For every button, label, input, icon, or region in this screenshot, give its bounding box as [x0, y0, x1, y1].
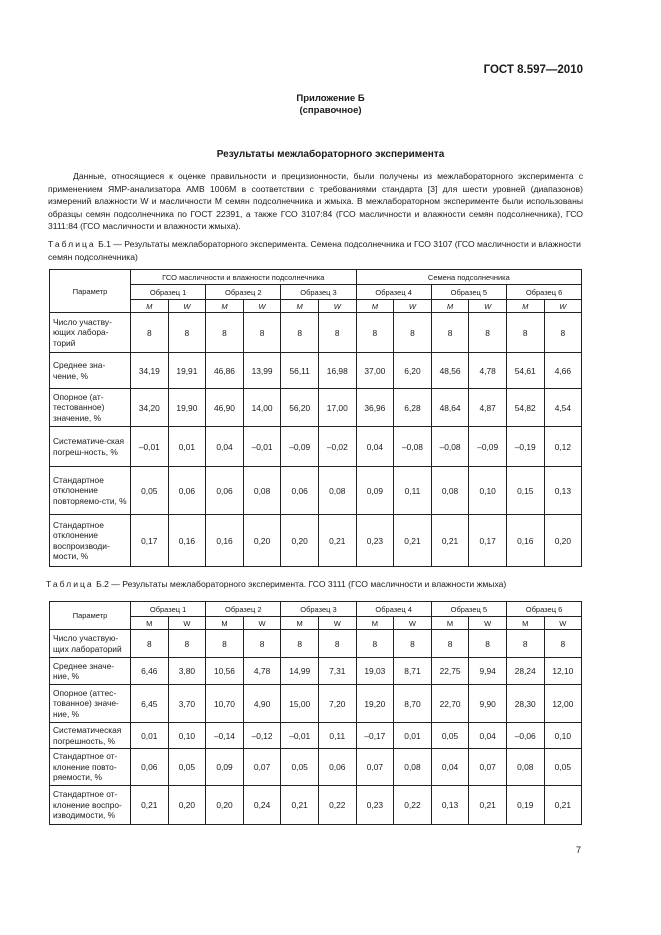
table1-sample-header: Образец 6	[506, 285, 581, 300]
table2-cell: 0,22	[318, 786, 356, 825]
table2-mw-header: M	[506, 617, 544, 630]
table2-sample-row	[50, 602, 582, 617]
table1-cell: 0,10	[469, 467, 507, 515]
table2-cell: 22,75	[431, 658, 469, 685]
table1-cell: 0,13	[544, 467, 582, 515]
table1-cell: 4,66	[544, 353, 582, 389]
table1-cell: 14,00	[243, 389, 281, 427]
table1-cell: 0,06	[206, 467, 244, 515]
table2-cell: 28,24	[506, 658, 544, 685]
table1-param-name: Стандартное отклонение повторяемо-сти, %	[50, 467, 131, 515]
table1-cell: 0,20	[243, 515, 281, 567]
table2-cell: 0,08	[506, 749, 544, 786]
table1-mw-header: W	[243, 300, 281, 313]
table1-row	[50, 515, 582, 567]
table2-caption-text: Б.2 — Результаты межлабораторного эксперимента. ГСО 3111 (ГСО масличности и влажности жмыха)	[93, 579, 507, 589]
table2-cell: 19,03	[356, 658, 394, 685]
table1-cell: 16,98	[318, 353, 356, 389]
table2-cell: 4,90	[243, 685, 281, 723]
table2-cell: 8,70	[394, 685, 432, 723]
table1-cell: 8	[469, 313, 507, 353]
table2-cell: –0,14	[206, 723, 244, 749]
table1-cell: 13,99	[243, 353, 281, 389]
table2-cell: –0,17	[356, 723, 394, 749]
table2-cell: 8	[469, 630, 507, 658]
table2-cell: 4,78	[243, 658, 281, 685]
table2-cell: 0,08	[394, 749, 432, 786]
table1-mw-header: W	[318, 300, 356, 313]
table1-cell: 0,20	[544, 515, 582, 567]
table1-cell: 0,05	[131, 467, 169, 515]
table2-cell: 8	[431, 630, 469, 658]
table1-cell: 56,11	[281, 353, 319, 389]
table1-cell: 8	[544, 313, 582, 353]
table1-cell: 17,00	[318, 389, 356, 427]
table1-row	[50, 467, 582, 515]
table2-cell: 0,19	[506, 786, 544, 825]
table1-cell: –0,01	[243, 427, 281, 467]
table1-cell: 0,09	[356, 467, 394, 515]
table1-cell: 46,86	[206, 353, 244, 389]
table1-group-header: ГСО масличности и влажности подсолнечника	[131, 270, 357, 285]
table1-cell: 0,16	[506, 515, 544, 567]
table2-cell: 8	[506, 630, 544, 658]
table2-sample-header: Образец 5	[431, 602, 506, 617]
table1-cell: –0,02	[318, 427, 356, 467]
table1-row	[50, 427, 582, 467]
table1-cell: 4,87	[469, 389, 507, 427]
table2-cell: 0,20	[206, 786, 244, 825]
table2-cell: 3,80	[168, 658, 206, 685]
table2-sample-header: Образец 4	[356, 602, 431, 617]
table2-cell: 0,21	[469, 786, 507, 825]
table2-cell: 15,00	[281, 685, 319, 723]
table2-cell: –0,06	[506, 723, 544, 749]
table2-cell: 8	[131, 630, 169, 658]
table1-cell: 8	[318, 313, 356, 353]
table2-caption	[46, 578, 586, 591]
table2-param-header: Параметр	[50, 602, 131, 630]
table1-cell: 8	[168, 313, 206, 353]
table1-cell: 0,06	[168, 467, 206, 515]
table1-cell: –0,09	[469, 427, 507, 467]
table1-cell: 48,56	[431, 353, 469, 389]
table2-cell: 0,07	[243, 749, 281, 786]
table1-cell: 0,20	[281, 515, 319, 567]
table2-cell: 0,24	[243, 786, 281, 825]
table2-cell: 0,10	[168, 723, 206, 749]
table1-cell: 0,06	[281, 467, 319, 515]
table2-param-name: Опорное (аттес-тованное) значе-ние, %	[50, 685, 131, 723]
table1-cell: 34,19	[131, 353, 169, 389]
table1-cell: 6,28	[394, 389, 432, 427]
table1-sample-header: Образец 3	[281, 285, 356, 300]
table2-mw-header: W	[394, 617, 432, 630]
table2-mw-header: M	[206, 617, 244, 630]
table1-cell: 0,08	[243, 467, 281, 515]
table1-cell: 0,12	[544, 427, 582, 467]
table1-cell: 37,00	[356, 353, 394, 389]
table1-sample-header: Образец 1	[131, 285, 206, 300]
table2-cell: 19,20	[356, 685, 394, 723]
table2-cell: 8	[206, 630, 244, 658]
table1-group-header: Семена подсолнечника	[356, 270, 582, 285]
table2-cell: 0,05	[431, 723, 469, 749]
table2-row	[50, 630, 582, 658]
appendix-subtitle: (справочное)	[299, 105, 362, 116]
table2-cell: 0,07	[356, 749, 394, 786]
table1-cell: 54,61	[506, 353, 544, 389]
table2-cell: 0,21	[544, 786, 582, 825]
table2-cell: 8	[544, 630, 582, 658]
table1-cell: 48,64	[431, 389, 469, 427]
table1-cell: 0,01	[168, 427, 206, 467]
table1	[49, 269, 582, 567]
table1-mw-header: W	[469, 300, 507, 313]
table2-cell: 12,00	[544, 685, 582, 723]
table2-mw-header: M	[431, 617, 469, 630]
table2-cell: 7,31	[318, 658, 356, 685]
table2-cell: 0,21	[281, 786, 319, 825]
table1-cell: 46,90	[206, 389, 244, 427]
table1-cell: –0,09	[281, 427, 319, 467]
table2-cell: 8	[243, 630, 281, 658]
table1-cell: –0,01	[131, 427, 169, 467]
table2-mw-header: W	[243, 617, 281, 630]
table2-cell: –0,12	[243, 723, 281, 749]
table1-cell: 0,08	[318, 467, 356, 515]
table1-param-name: Среднее зна-чение, %	[50, 353, 131, 389]
table1-cell: 8	[394, 313, 432, 353]
table2-mw-header: W	[544, 617, 582, 630]
table1-cell: 8	[356, 313, 394, 353]
table2-cell: 0,04	[431, 749, 469, 786]
table2-param-name: Стандартное от-клонение повто-ряемости, %	[50, 749, 131, 786]
table2-cell: 0,01	[131, 723, 169, 749]
table2-param-name: Систематическая погрешность, %	[50, 723, 131, 749]
table1-cell: 36,96	[356, 389, 394, 427]
table2-cell: 0,20	[168, 786, 206, 825]
table1-cell: 0,04	[206, 427, 244, 467]
table2-cell: 12,10	[544, 658, 582, 685]
table1-cell: 56,20	[281, 389, 319, 427]
table1-caption-text: Б.1 — Результаты межлабораторного эксперимента. Семена подсолнечника и ГСО 3107 (ГСО масличности и влажности семян подсолнечника)	[48, 239, 581, 262]
table2-cell: 8	[281, 630, 319, 658]
section-title: Результаты межлабораторного эксперимента	[216, 149, 445, 160]
table1-cell: 0,15	[506, 467, 544, 515]
table2-mw-header: M	[356, 617, 394, 630]
table2-cell: 8,71	[394, 658, 432, 685]
table1-cell: 8	[281, 313, 319, 353]
table2-sample-header: Образец 2	[206, 602, 281, 617]
table2-sample-header: Образец 3	[281, 602, 356, 617]
table1-cell: 0,11	[394, 467, 432, 515]
table1-mw-header: M	[281, 300, 319, 313]
table2-cell: 0,05	[544, 749, 582, 786]
table2-cell: 6,46	[131, 658, 169, 685]
table2-row	[50, 749, 582, 786]
table1-cell: 0,16	[168, 515, 206, 567]
table1-cell: 19,90	[168, 389, 206, 427]
table2	[49, 601, 582, 825]
table2-row	[50, 723, 582, 749]
table2-cell: 0,22	[394, 786, 432, 825]
table1-caption-label: Таблица	[48, 239, 96, 249]
table1-cell: 4,54	[544, 389, 582, 427]
table1-caption	[48, 238, 588, 263]
table1-row	[50, 353, 582, 389]
table2-cell: 0,06	[131, 749, 169, 786]
table1-cell: 0,21	[431, 515, 469, 567]
table2-sample-header: Образец 1	[131, 602, 206, 617]
table2-param-name: Число участвую-щих лабораторий	[50, 630, 131, 658]
table2-cell: 0,11	[318, 723, 356, 749]
table1-cell: 19,91	[168, 353, 206, 389]
table2-cell: 6,45	[131, 685, 169, 723]
table1-param-name: Стандартное отклонение воспроизводи-мости, %	[50, 515, 131, 567]
table1-row	[50, 389, 582, 427]
table1-cell: –0,19	[506, 427, 544, 467]
table1-cell: 0,04	[356, 427, 394, 467]
table2-cell: 28,30	[506, 685, 544, 723]
table1-mw-header: M	[206, 300, 244, 313]
table1-cell: 0,23	[356, 515, 394, 567]
table1-cell: 54,82	[506, 389, 544, 427]
table2-param-name: Среднее значе-ние, %	[50, 658, 131, 685]
table1-sample-header: Образец 2	[206, 285, 281, 300]
table1-cell: –0,08	[431, 427, 469, 467]
table1-cell: 34,20	[131, 389, 169, 427]
table2-cell: 8	[318, 630, 356, 658]
table1-cell: 8	[243, 313, 281, 353]
table1-cell: 0,21	[318, 515, 356, 567]
table1-cell: 0,08	[431, 467, 469, 515]
table2-caption-label: Таблица	[46, 579, 94, 589]
table1-cell: 8	[131, 313, 169, 353]
table2-cell: 0,01	[394, 723, 432, 749]
table2-row	[50, 786, 582, 825]
table1-row	[50, 313, 582, 353]
table2-mw-header: M	[281, 617, 319, 630]
table1-mw-header: W	[544, 300, 582, 313]
table2-row	[50, 685, 582, 723]
table1-group-row	[50, 270, 582, 285]
table2-param-name: Стандартное от-клонение воспро-изводимости, %	[50, 786, 131, 825]
table1-cell: 0,17	[469, 515, 507, 567]
appendix-heading	[0, 93, 661, 117]
table1-cell: 6,20	[394, 353, 432, 389]
standard-number: ГОСТ 8.597—2010	[483, 64, 583, 76]
table2-cell: 7,20	[318, 685, 356, 723]
table2-cell: 9,94	[469, 658, 507, 685]
table1-cell: 0,17	[131, 515, 169, 567]
table1-mw-header: M	[431, 300, 469, 313]
table1-mw-header: M	[356, 300, 394, 313]
table1-param-header: Параметр	[50, 270, 131, 313]
table1-param-name: Число участву-ющих лабора-торий	[50, 313, 131, 353]
table1-mw-header: M	[506, 300, 544, 313]
table1-mw-header: W	[394, 300, 432, 313]
table1-sample-header: Образец 5	[431, 285, 506, 300]
table2-cell: 8	[168, 630, 206, 658]
table2-cell: 0,04	[469, 723, 507, 749]
table1-cell: 8	[431, 313, 469, 353]
table1-mw-header: M	[131, 300, 169, 313]
table2-mw-header: M	[131, 617, 169, 630]
table2-cell: 0,23	[356, 786, 394, 825]
table2-cell: 0,21	[131, 786, 169, 825]
table2-mw-header: W	[469, 617, 507, 630]
appendix-title: Приложение Б	[296, 93, 365, 104]
table2-cell: 0,13	[431, 786, 469, 825]
table1-cell: 0,21	[394, 515, 432, 567]
table2-row	[50, 658, 582, 685]
table2-sample-header: Образец 6	[506, 602, 581, 617]
table2-cell: 3,70	[168, 685, 206, 723]
table2-cell: 0,07	[469, 749, 507, 786]
table2-cell: 10,56	[206, 658, 244, 685]
table2-cell: 22,70	[431, 685, 469, 723]
table1-mw-header: W	[168, 300, 206, 313]
table1-cell: 4,78	[469, 353, 507, 389]
table1-sample-header: Образец 4	[356, 285, 431, 300]
table1-param-name: Опорное (ат-тестованное) значение, %	[50, 389, 131, 427]
table1-cell: –0,08	[394, 427, 432, 467]
table2-mw-header: W	[168, 617, 206, 630]
table2-cell: 10,70	[206, 685, 244, 723]
table2-cell: 0,10	[544, 723, 582, 749]
table2-cell: 14,99	[281, 658, 319, 685]
intro-paragraph: Данные, относящиеся к оценке правильности и прецизионности, были получены из межлабораторного эксперимента с применением ЯМР-анализатора АМВ 1006М в соответствии с требованиями стандарта [3] для шести уровней (диапазонов) измерений влажности W и масличности M семян подсолнечника и жмыха. В межлабораторном эксперименте были использованы образцы семян подсолнечника по ГОСТ 22391, а также ГСО 3107:84 (ГСО масличности и влажности семян подсолнечника), ГСО 3111:84 (ГСО масличности и влажности жмыха).	[48, 171, 583, 232]
table2-cell: –0,01	[281, 723, 319, 749]
page-number: 7	[575, 845, 581, 855]
table1-cell: 0,16	[206, 515, 244, 567]
table2-cell: 0,05	[281, 749, 319, 786]
table2-cell: 0,09	[206, 749, 244, 786]
table1-cell: 8	[206, 313, 244, 353]
table2-cell: 0,06	[318, 749, 356, 786]
table2-mw-header: W	[318, 617, 356, 630]
table2-cell: 9,90	[469, 685, 507, 723]
table1-cell: 8	[506, 313, 544, 353]
table2-cell: 0,05	[168, 749, 206, 786]
table2-cell: 8	[394, 630, 432, 658]
table1-param-name: Систематиче-ская погреш-ность, %	[50, 427, 131, 467]
table2-cell: 8	[356, 630, 394, 658]
